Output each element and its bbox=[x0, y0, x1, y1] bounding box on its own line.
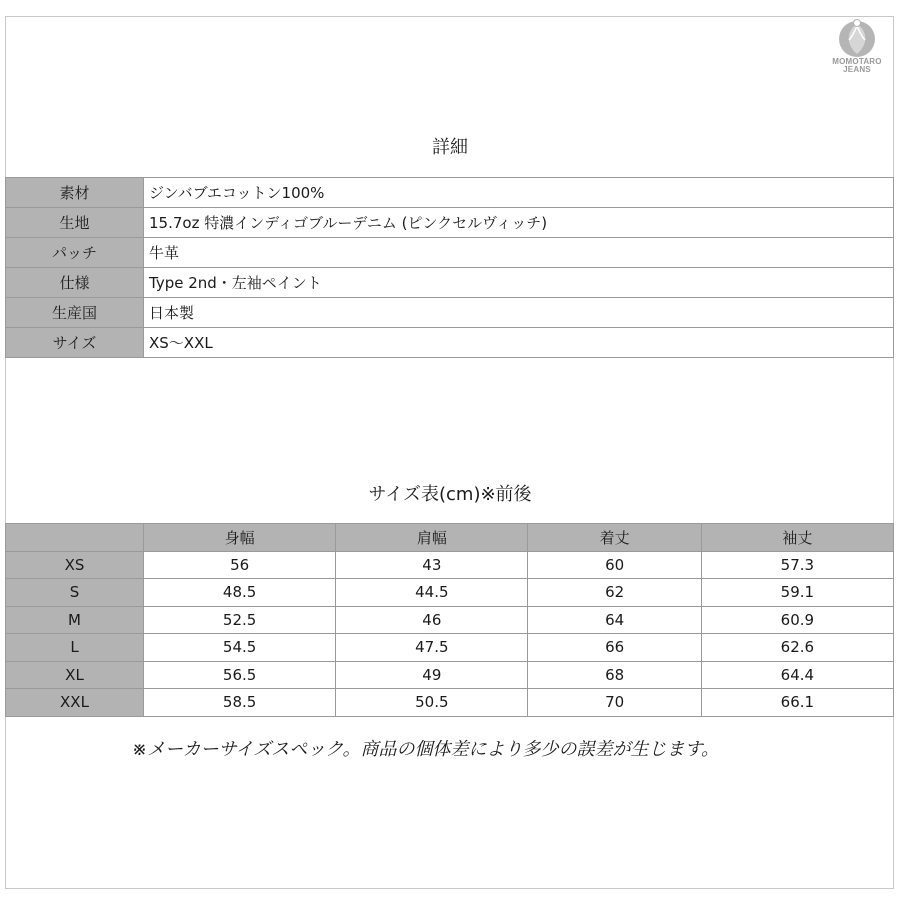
column-header: 袖丈 bbox=[701, 524, 893, 552]
table-row bbox=[6, 689, 894, 717]
column-header: 着丈 bbox=[528, 524, 701, 552]
size-chart-table bbox=[5, 523, 894, 717]
table-cell: 48.5 bbox=[144, 579, 336, 607]
table-cell: 46 bbox=[336, 606, 528, 634]
brand-logo bbox=[822, 18, 892, 90]
table-cell: 52.5 bbox=[144, 606, 336, 634]
table-row bbox=[6, 551, 894, 579]
peach-icon bbox=[837, 18, 877, 58]
details-table bbox=[5, 177, 894, 358]
size-label: L bbox=[6, 634, 144, 662]
table-cell: 64.4 bbox=[701, 661, 893, 689]
size-chart-title: サイズ表(cm)※前後 bbox=[368, 484, 532, 505]
details-label: パッチ bbox=[6, 238, 144, 268]
details-label: サイズ bbox=[6, 328, 144, 358]
size-label: XS bbox=[6, 551, 144, 579]
table-cell: 44.5 bbox=[336, 579, 528, 607]
table-cell: 60 bbox=[528, 551, 701, 579]
column-header: 身幅 bbox=[144, 524, 336, 552]
table-row bbox=[6, 661, 894, 689]
column-header: 肩幅 bbox=[336, 524, 528, 552]
details-row bbox=[6, 208, 894, 238]
table-row bbox=[6, 634, 894, 662]
size-label: S bbox=[6, 579, 144, 607]
table-cell: 54.5 bbox=[144, 634, 336, 662]
details-row bbox=[6, 298, 894, 328]
details-value: ジンバブエコットン100% bbox=[144, 178, 894, 208]
table-cell: 62.6 bbox=[701, 634, 893, 662]
details-value: 日本製 bbox=[144, 298, 894, 328]
details-label: 生産国 bbox=[6, 298, 144, 328]
table-cell: 62 bbox=[528, 579, 701, 607]
details-row bbox=[6, 178, 894, 208]
table-cell: 64 bbox=[528, 606, 701, 634]
table-cell: 49 bbox=[336, 661, 528, 689]
size-label: M bbox=[6, 606, 144, 634]
table-cell: 57.3 bbox=[701, 551, 893, 579]
size-disclaimer-note: ※メーカーサイズスペック。商品の個体差により多少の誤差が生じます。 bbox=[131, 739, 720, 760]
details-value: XS〜XXL bbox=[144, 328, 894, 358]
table-cell: 56 bbox=[144, 551, 336, 579]
table-cell: 59.1 bbox=[701, 579, 893, 607]
table-cell: 58.5 bbox=[144, 689, 336, 717]
table-cell: 56.5 bbox=[144, 661, 336, 689]
details-label: 仕様 bbox=[6, 268, 144, 298]
details-value: Type 2nd・左袖ペイント bbox=[144, 268, 894, 298]
table-cell: 43 bbox=[336, 551, 528, 579]
details-title: 詳細 bbox=[432, 137, 468, 158]
table-cell: 70 bbox=[528, 689, 701, 717]
details-row bbox=[6, 238, 894, 268]
details-label: 素材 bbox=[6, 178, 144, 208]
table-cell: 47.5 bbox=[336, 634, 528, 662]
table-cell: 66 bbox=[528, 634, 701, 662]
details-value: 牛革 bbox=[144, 238, 894, 268]
logo-text-line1: MOMOTARO bbox=[832, 57, 882, 66]
table-cell: 66.1 bbox=[701, 689, 893, 717]
details-label: 生地 bbox=[6, 208, 144, 238]
table-cell: 50.5 bbox=[336, 689, 528, 717]
size-label: XL bbox=[6, 661, 144, 689]
table-row bbox=[6, 606, 894, 634]
table-row bbox=[6, 579, 894, 607]
table-cell: 68 bbox=[528, 661, 701, 689]
column-header bbox=[6, 524, 144, 552]
details-row bbox=[6, 328, 894, 358]
details-value: 15.7oz 特濃インディゴブルーデニム (ピンクセルヴィッチ) bbox=[144, 208, 894, 238]
details-row bbox=[6, 268, 894, 298]
size-chart-header-row bbox=[6, 524, 894, 552]
size-label: XXL bbox=[6, 689, 144, 717]
table-cell: 60.9 bbox=[701, 606, 893, 634]
logo-text-line2: JEANS bbox=[843, 65, 871, 74]
